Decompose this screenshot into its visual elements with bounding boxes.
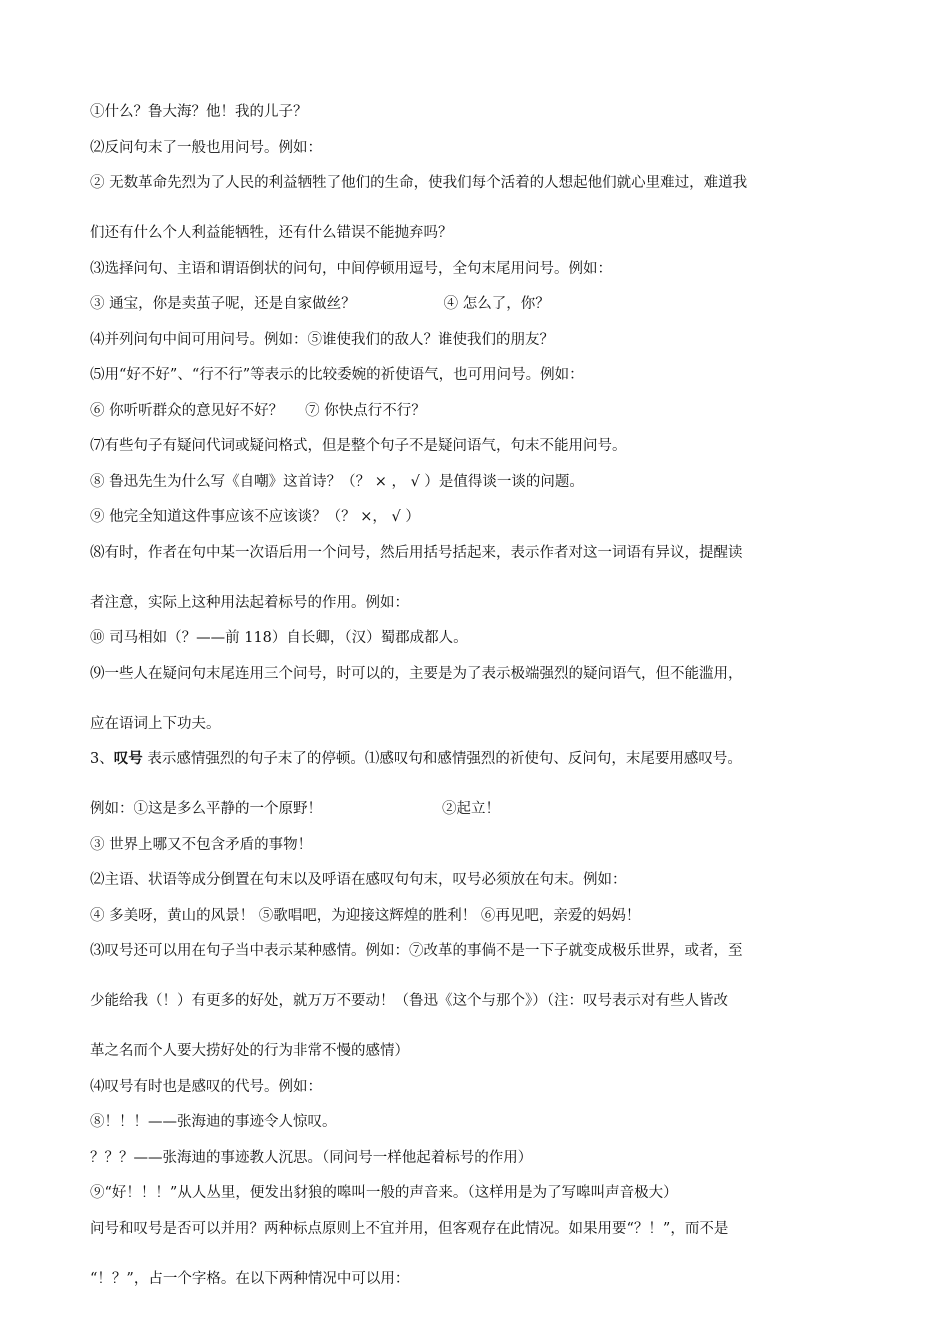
text-line: ⑺有些句子有疑问代词或疑问格式，但是整个句子不是疑问语气，句末不能用问号。 <box>90 438 627 454</box>
example-a: 例如：①这是多么平静的一个原野！ <box>90 801 322 817</box>
section-number: 3、 <box>90 751 114 767</box>
text-line: 问号和叹号是否可以并用？两种标点原则上不宜并用，但客观存在此情况。如果用要“？！”，而不是 <box>90 1220 729 1237</box>
text-line: ①什么？鲁大海？他！我的儿子？ <box>90 104 308 120</box>
example-b: ④ 怎么了，你？ <box>443 296 550 312</box>
section-text: 表示感情强烈的句子末了的停顿。⑴感叹句和感情强烈的祈使句、反问句，末尾要用感叹号。 <box>142 751 742 767</box>
text-line: ？？？——张海迪的事迹教人沉思。（同问号一样他起着标号的作用） <box>90 1149 533 1166</box>
text-line: ⑷并列问句中间可用问号。例如：⑤谁使我们的敌人？谁使我们的朋友？ <box>90 331 554 348</box>
example-b: ②起立！ <box>442 801 500 817</box>
text-line: 革之名而个人要大捞好处的行为非常不慢的感情） <box>90 1043 409 1059</box>
text-line: 们还有什么个人利益能牺牲，还有什么错误不能抛弃吗？ <box>90 225 453 241</box>
text-line: ⑷叹号有时也是感叹的代号。例如： <box>90 1078 322 1095</box>
example-line <box>90 401 860 421</box>
text-line: ⑶叹号还可以用在句子当中表示某种感情。例如：⑦改革的事倘不是一下子就变成极乐世界，或者，至 <box>90 943 743 959</box>
text-line: ② 无数革命先烈为了人民的利益牺牲了他们的生命，使我们每个活着的人想起他们就心里难过，难道我 <box>90 175 748 191</box>
text-line: 少能给我（！）有更多的好处，就万万不要动！（鲁迅《这个与那个》）（注：叹号表示对有些人皆改 <box>90 993 728 1009</box>
text-line: 者注意，实际上这种用法起着标号的作用。例如： <box>90 594 409 611</box>
text-line: ③ 世界上哪又不包含矛盾的事物！ <box>90 836 313 853</box>
section-heading-line <box>90 749 860 769</box>
text-line: ⑵主语、状语等成分倒置在句末以及呼语在感叹句句末，叹号必须放在句末。例如： <box>90 872 627 888</box>
document-body <box>90 102 860 1304</box>
text-line: ⑨“好！！！”从人丛里，便发出豺狼的嗥叫一般的声音来。（这样用是为了写嗥叫声音极大） <box>90 1185 678 1201</box>
text-line: ⑵反问句末了一般也用问号。例如： <box>90 139 322 156</box>
example-b: ⑦ 你快点行不行？ <box>305 402 426 419</box>
text-line: ④ 多美呀，黄山的风景！ ⑤歌唱吧，为迎接这辉煌的胜利！ ⑥再见吧，亲爱的妈妈！ <box>90 907 641 924</box>
example-line <box>90 799 860 819</box>
example-a: ⑥ 你听听群众的意见好不好？ <box>90 402 284 419</box>
section-term: 叹号 <box>113 750 143 767</box>
example-a: ③ 通宝，你是卖茧子呢，还是自家做丝？ <box>90 296 356 312</box>
text-line: ⑸用“好不好”、“行不行”等表示的比较委婉的祈使语气，也可用问号。例如： <box>90 367 584 383</box>
text-line: ⑧！！！——张海迪的事迹令人惊叹。 <box>90 1114 337 1130</box>
text-line: ⑼一些人在疑问句末尾连用三个问号，时可以的，主要是为了表示极端强烈的疑问语气，但不能滥用， <box>90 665 743 682</box>
text-line: ⑻有时，作者在句中某一次语后用一个问号，然后用括号括起来，表示作者对这一词语有异议，提醒读 <box>90 544 743 561</box>
text-line: ⑩ 司马相如（？——前 118）自长卿，（汉）蜀郡成都人。 <box>90 630 468 646</box>
example-line <box>90 294 860 314</box>
text-line: 应在语词上下功夫。 <box>90 715 221 732</box>
text-line: ⑨ 他完全知道这件事应该不应该谈？（？ ×， √ ） <box>90 509 420 525</box>
text-line: ⑧ 鲁迅先生为什么写《自嘲》这首诗？（？ × ， √ ）是值得谈一谈的问题。 <box>90 473 584 490</box>
text-line: ⑶选择问句、主语和谓语倒状的问句，中间停顿用逗号，全句末尾用问号。例如： <box>90 260 612 277</box>
text-line: “！？”，占一个字格。在以下两种情况中可以用： <box>90 1270 410 1287</box>
